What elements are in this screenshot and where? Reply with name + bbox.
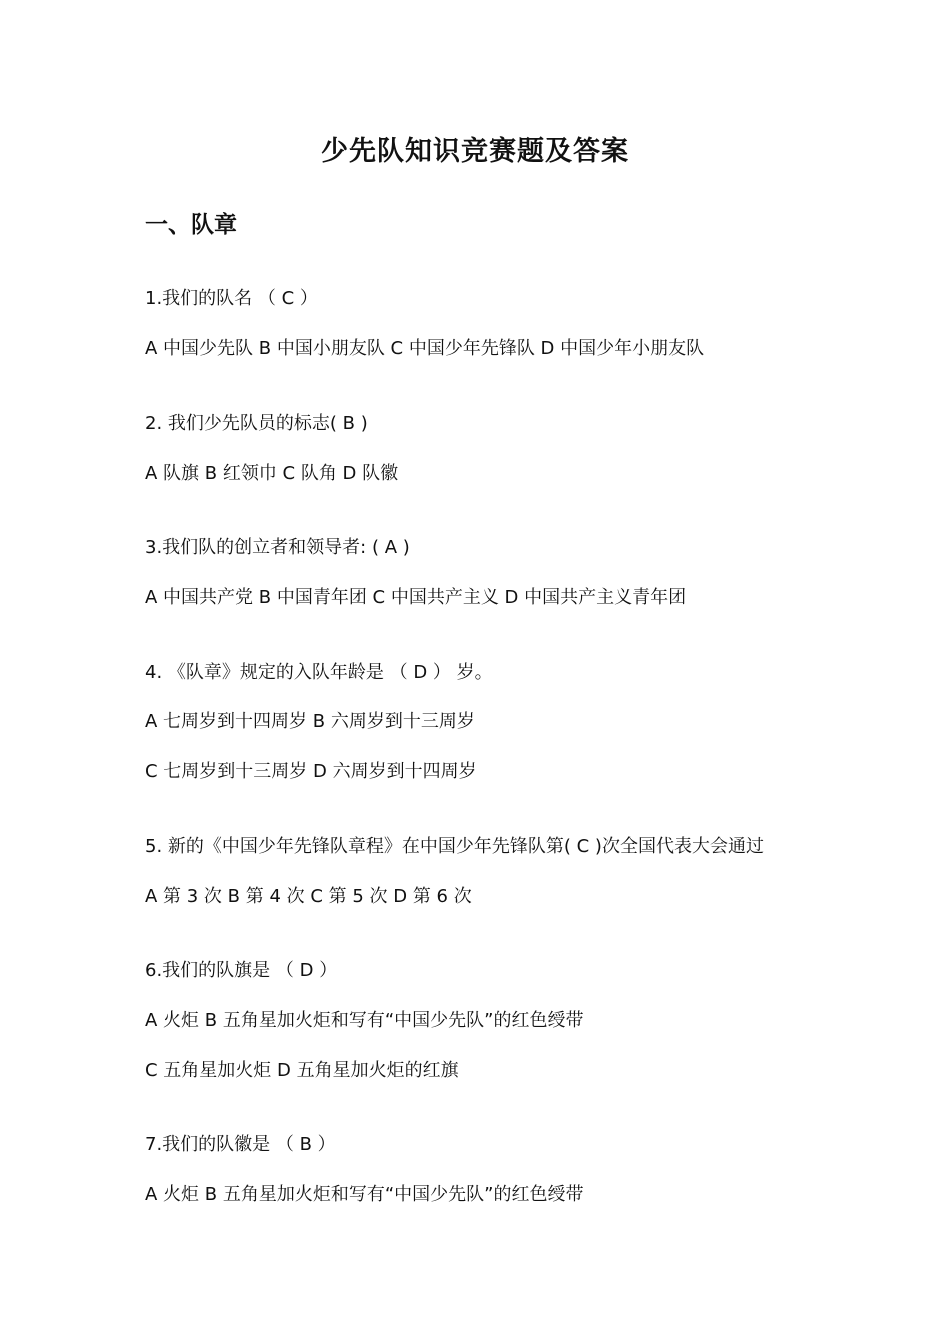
section-heading: 一、队章 — [145, 212, 237, 238]
question-3: 3.我们队的创立者和领导者: ( A ) — [145, 537, 410, 558]
question-7: 7.我们的队徽是 （ B ） — [145, 1134, 336, 1155]
question-4-options-2: C 七周岁到十三周岁 D 六周岁到十四周岁 — [145, 761, 477, 782]
question-1-options: A 中国少先队 B 中国小朋友队 C 中国少年先锋队 D 中国少年小朋友队 — [145, 338, 705, 359]
question-5-options: A 第 3 次 B 第 4 次 C 第 5 次 D 第 6 次 — [145, 886, 472, 907]
question-6-options-2: C 五角星加火炬 D 五角星加火炬的红旗 — [145, 1060, 459, 1081]
question-2-options: A 队旗 B 红领巾 C 队角 D 队徽 — [145, 463, 399, 484]
question-4: 4. 《队章》规定的入队年龄是 （ D ） 岁。 — [145, 662, 493, 683]
question-4-options-1: A 七周岁到十四周岁 B 六周岁到十三周岁 — [145, 711, 475, 732]
question-5: 5. 新的《中国少年先锋队章程》在中国少年先锋队第( C )次全国代表大会通过 — [145, 836, 764, 857]
question-3-options: A 中国共产党 B 中国青年团 C 中国共产主义 D 中国共产主义青年团 — [145, 587, 687, 608]
question-1: 1.我们的队名 （ C ） — [145, 288, 318, 309]
question-6-options-1: A 火炬 B 五角星加火炬和写有“中国少先队”的红色绶带 — [145, 1010, 584, 1031]
document-title: 少先队知识竞赛题及答案 — [321, 136, 629, 167]
question-6: 6.我们的队旗是 （ D ） — [145, 960, 338, 981]
question-2: 2. 我们少先队员的标志( B ) — [145, 413, 368, 434]
question-7-options-1: A 火炬 B 五角星加火炬和写有“中国少先队”的红色绶带 — [145, 1184, 584, 1205]
